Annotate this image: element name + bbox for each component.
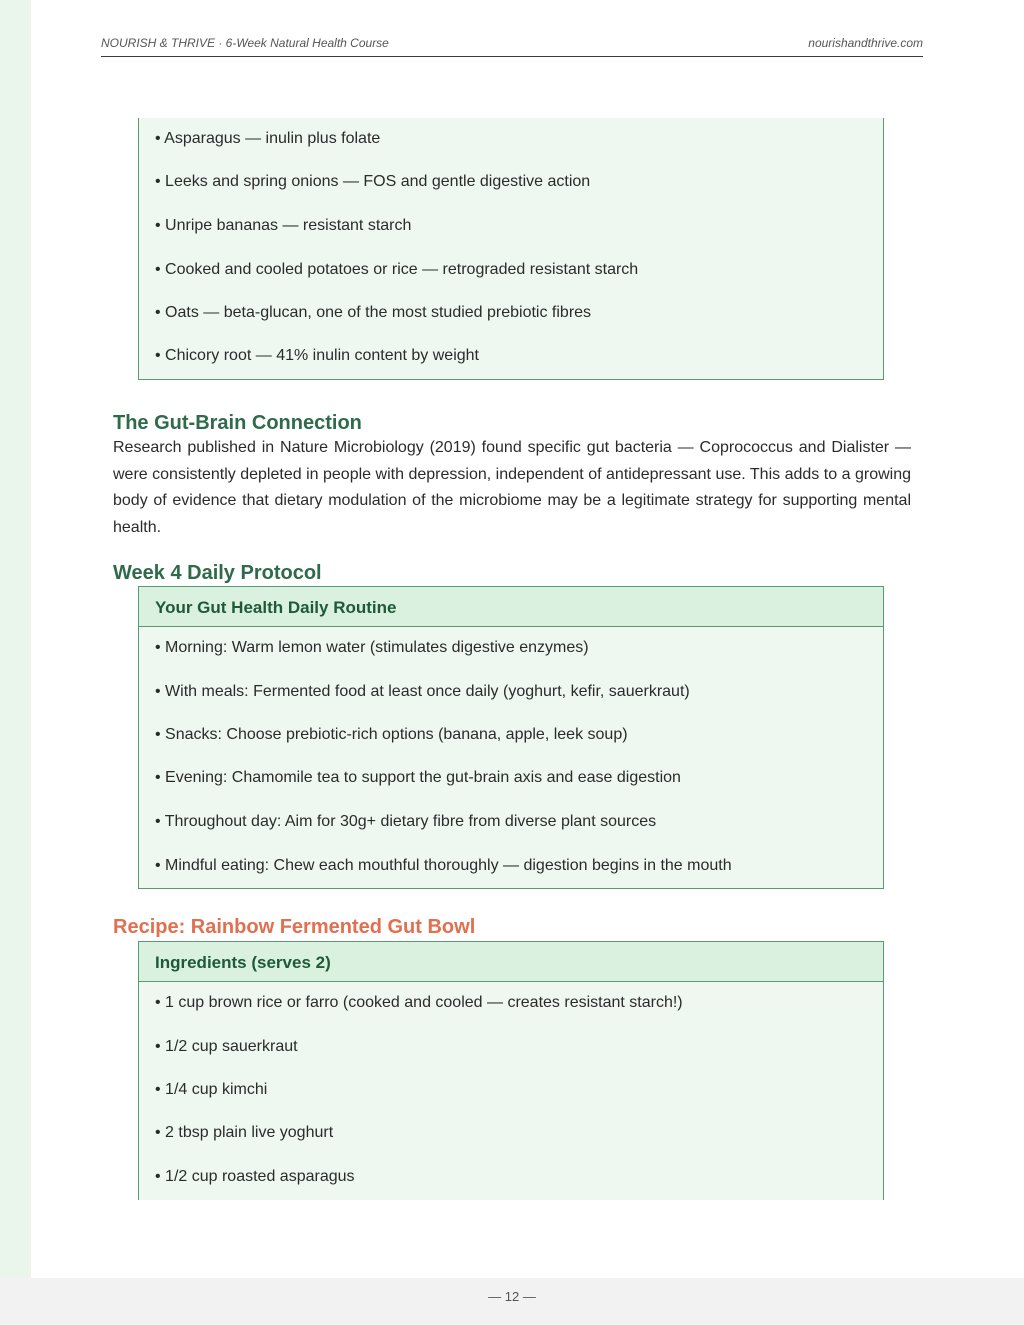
list-item: • 1 cup brown rice or farro (cooked and cooled — creates resistant starch!) xyxy=(155,994,683,1011)
page-header xyxy=(101,28,923,57)
list-item: • Chicory root — 41% inulin content by weight xyxy=(155,347,479,364)
header-website: nourishandthrive.com xyxy=(808,36,923,50)
gut-brain-paragraph: Research published in Nature Microbiology (2019) found specific gut bacteria — Coprococcus and Dialister — were consistently depleted in people with depression, independent of antidepressant use. This adds to a growing body of evidence that dietary modulation of the microbiome may be a legitimate strategy for supporting mental health. xyxy=(113,439,911,536)
ingredients-box-title: Ingredients (serves 2) xyxy=(139,942,883,982)
list-item: • 1/2 cup roasted asparagus xyxy=(155,1168,355,1185)
page-number: — 12 — xyxy=(488,1289,536,1304)
list-item: • Oats — beta-glucan, one of the most studied prebiotic fibres xyxy=(155,304,592,321)
prebiotic-foods-box xyxy=(138,118,884,380)
list-item: • Mindful eating: Chew each mouthful thoroughly — digestion begins in the mouth xyxy=(155,857,732,874)
protocol-heading: Week 4 Daily Protocol xyxy=(113,562,322,584)
list-item: • 1/4 cup kimchi xyxy=(155,1081,268,1098)
list-item: • Unripe bananas — resistant starch xyxy=(155,217,412,234)
list-item: • 2 tbsp plain live yoghurt xyxy=(155,1124,334,1141)
daily-routine-box-title: Your Gut Health Daily Routine xyxy=(139,587,883,627)
list-item: • 1/2 cup sauerkraut xyxy=(155,1038,298,1055)
list-item: • Asparagus — inulin plus folate xyxy=(155,130,381,147)
header-course-title: NOURISH & THRIVE · 6-Week Natural Health Course xyxy=(101,36,389,50)
list-item: • Leeks and spring onions — FOS and gentle digestive action xyxy=(155,173,591,190)
list-item: • Throughout day: Aim for 30g+ dietary fibre from diverse plant sources xyxy=(155,813,657,830)
list-item: • Morning: Warm lemon water (stimulates digestive enzymes) xyxy=(155,639,589,656)
list-item: • With meals: Fermented food at least once daily (yoghurt, kefir, sauerkraut) xyxy=(155,683,690,700)
gut-brain-heading: The Gut-Brain Connection xyxy=(113,412,362,434)
daily-routine-box xyxy=(138,586,884,889)
recipe-heading: Recipe: Rainbow Fermented Gut Bowl xyxy=(113,916,476,938)
left-margin-strip xyxy=(0,0,31,1325)
ingredients-box xyxy=(138,941,884,1200)
list-item: • Cooked and cooled potatoes or rice — retrograded resistant starch xyxy=(155,261,639,278)
list-item: • Snacks: Choose prebiotic-rich options (banana, apple, leek soup) xyxy=(155,726,628,743)
page-footer xyxy=(0,1278,1024,1325)
list-item: • Evening: Chamomile tea to support the gut-brain axis and ease digestion xyxy=(155,769,681,786)
